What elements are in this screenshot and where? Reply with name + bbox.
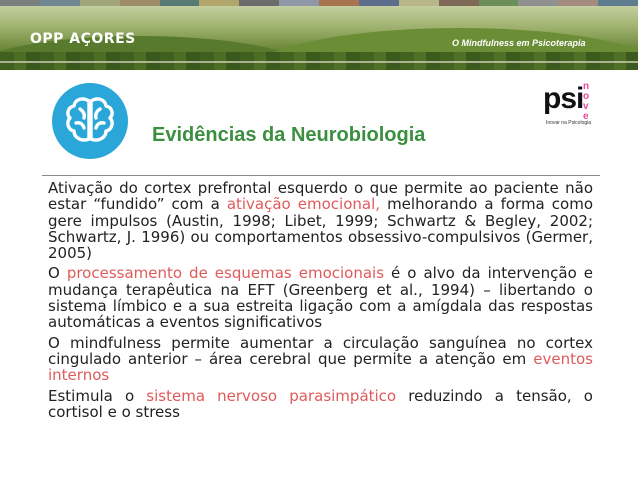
highlighted-term: processamento de esquemas emocionais: [66, 264, 385, 283]
psinove-logo-accent: [583, 82, 603, 122]
brain-icon-graphic: [52, 83, 128, 159]
psinove-letter: v: [583, 101, 589, 112]
slide-heading: Evidências da Neurobiologia: [152, 124, 426, 146]
brand-logo-text: OPP AÇORES: [30, 31, 136, 47]
presentation-title: O Mindfulness em Psicoterapia: [452, 38, 586, 48]
heading-divider: [42, 175, 600, 176]
brain-icon: [52, 83, 128, 159]
banner-fence: [0, 61, 638, 63]
highlighted-term: eventos internos: [48, 349, 593, 385]
slide-body: [48, 180, 593, 424]
body-paragraph: [48, 180, 593, 261]
psinove-letter: e: [583, 111, 589, 122]
psinove-letter: o: [583, 91, 590, 102]
paragraph-text: Estimula o: [48, 386, 147, 405]
paragraph-text: é o alvo da intervenção e mudança terapêutica na EFT (Greenberg et al., 1994) – libertando o sistema límbico e a sua estreita ligação com a amígdala das respostas automáticas a eventos significativos: [48, 264, 593, 332]
paragraph-text: melhorando a forma como gere impulsos (Austin, 1998; Libet, 1999; Schwartz & Begley, 2002; Schwartz, J. 1996) ou comportamentos obsessivo-compulsivos (Germer, 2005): [48, 195, 593, 263]
paragraph-text: O mindfulness permite aumentar a circulação sanguínea no cortex cingulado anterior – área cerebral que permite a atenção em: [48, 333, 593, 368]
paragraph-text: O: [48, 264, 67, 283]
body-paragraph: [48, 335, 593, 384]
psinove-logo-main: psi: [543, 82, 584, 115]
paragraph-text: Ativação do cortex prefrontal esquerdo o que permite ao paciente não estar “fundido” com a: [48, 179, 593, 214]
psinove-tagline: Inovar na Psicologia: [546, 120, 592, 126]
body-paragraph: [48, 388, 593, 421]
highlighted-term: ativação emocional,: [226, 195, 381, 214]
highlighted-term: sistema nervoso parasimpático: [146, 386, 397, 405]
body-paragraph: [48, 265, 593, 330]
psinove-logo: [543, 80, 605, 134]
psinove-letter: n: [583, 81, 590, 92]
paragraph-text: reduzindo a tensão, o cortisol e o stress: [48, 386, 593, 421]
